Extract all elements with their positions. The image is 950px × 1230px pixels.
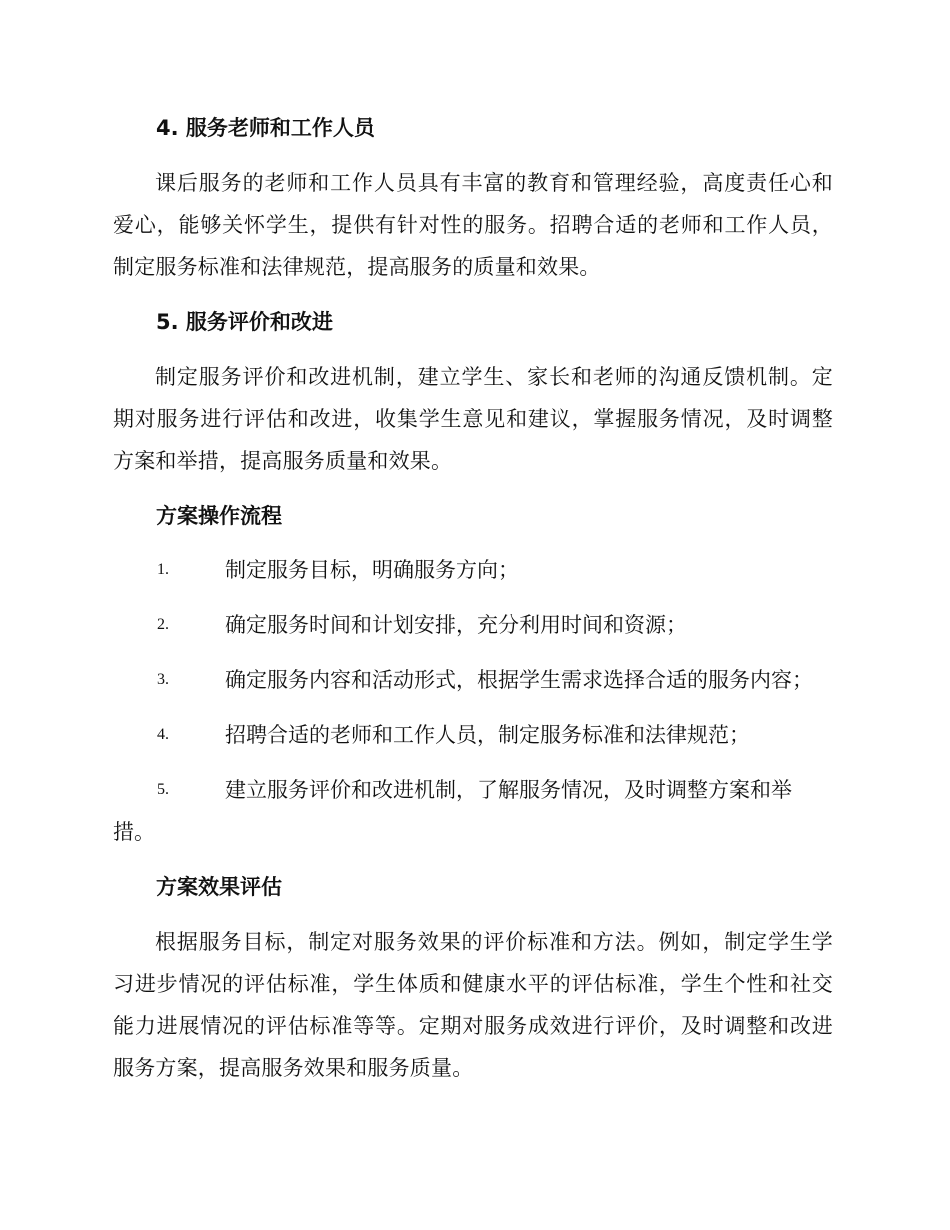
list-item-text: 建立服务评价和改进机制，了解服务情况，及时调整方案和举措。 (113, 778, 792, 844)
section-heading-staff: 4. 服务老师和工作人员 (156, 116, 375, 140)
list-item (113, 769, 833, 853)
list-item-number: 5. (157, 781, 169, 798)
list-item-number: 1. (157, 561, 169, 578)
list-item-number: 3. (157, 671, 169, 688)
list-item-text: 制定服务目标，明确服务方向； (225, 558, 519, 582)
section-heading-process: 方案操作流程 (156, 504, 282, 528)
list-item-text: 招聘合适的老师和工作人员，制定服务标准和法律规范； (225, 723, 750, 747)
section-heading-evaluation: 5. 服务评价和改进 (156, 310, 333, 334)
list-item (113, 549, 833, 591)
list-item (113, 604, 833, 646)
list-item (113, 659, 833, 701)
list-item (113, 714, 833, 756)
list-item-text: 确定服务内容和活动形式，根据学生需求选择合适的服务内容； (225, 668, 813, 692)
list-item-text: 确定服务时间和计划安排，充分利用时间和资源； (225, 613, 687, 637)
list-item-number: 2. (157, 616, 169, 633)
paragraph-assessment: 根据服务目标，制定对服务效果的评价标准和方法。例如，制定学生学习进步情况的评估标准，学生体质和健康水平的评估标准，学生个性和社交能力进展情况的评估标准等等。定期对服务成效进行评价，及时调整和改进服务方案，提高服务效果和服务质量。 (113, 930, 833, 1080)
paragraph-staff: 课后服务的老师和工作人员具有丰富的教育和管理经验，高度责任心和爱心，能够关怀学生，提供有针对性的服务。招聘合适的老师和工作人员，制定服务标准和法律规范，提高服务的质量和效果。 (113, 171, 833, 279)
list-item-number: 4. (157, 726, 169, 743)
paragraph-evaluation: 制定服务评价和改进机制，建立学生、家长和老师的沟通反馈机制。定期对服务进行评估和改进，收集学生意见和建议，掌握服务情况，及时调整方案和举措，提高服务质量和效果。 (113, 365, 833, 473)
section-heading-assessment: 方案效果评估 (156, 875, 282, 899)
